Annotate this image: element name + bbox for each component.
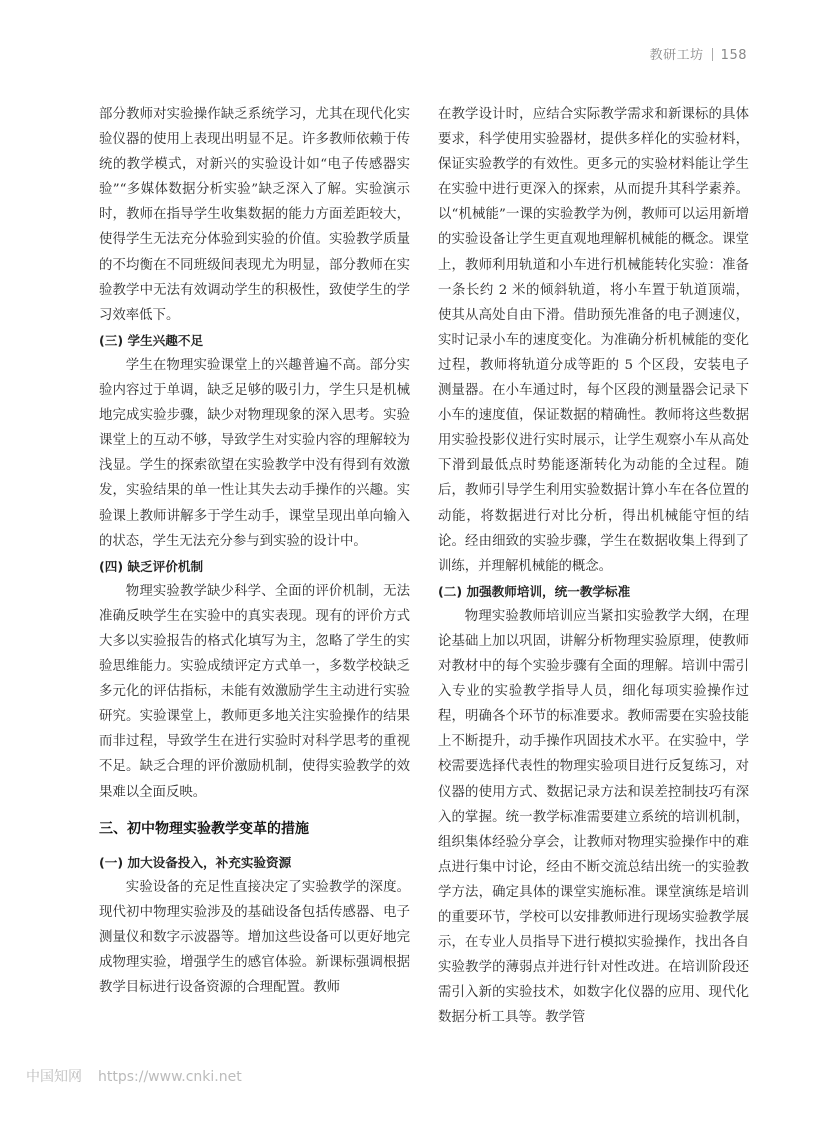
running-header xyxy=(650,44,747,63)
paragraph: 实验设备的充足性直接决定了实验教学的深度。现代初中物理实验涉及的基础设备包括传感器、电子测量仪和数字示波器等。增加这些设备可以更好地完成物理实验，增强学生的感官体验。新课标强调根据教学目标进行设备资源的合理配置。教师 xyxy=(99,879,410,996)
subheading: (二) 加强教师培训，统一教学标准 xyxy=(438,583,631,599)
journal-section: 教研工坊 xyxy=(649,48,704,63)
watermark xyxy=(26,1066,242,1086)
paragraph: 物理实验教学缺少科学、全面的评价机制，无法准确反映学生在实验中的真实表现。现有的评价方式大多以实验报告的格式化填写为主，忽略了学生的实验思维能力。实验成绩评定方式单一，多数学校缺乏多元化的评估指标，未能有效激励学生主动进行实验研究。实验课堂上，教师更多地关注实验操作的结果而非过程，导致学生在进行实验时对科学思考的重视不足。缺乏合理的评价激励机制，使得实验教学的效果难以全面反映。 xyxy=(99,583,410,800)
paragraph: 学生在物理实验课堂上的兴趣普遍不高。部分实验内容过于单调，缺乏足够的吸引力，学生只是机械地完成实验步骤，缺少对物理现象的深入思考。实验课堂上的互动不够，导致学生对实验内容的理解较为浅显。学生的探索欲望在实验教学中没有得到有效激发，实验结果的单一性让其失去动手操作的兴趣。实验课上教师讲解多于学生动手，课堂呈现出单向输入的状态，学生无法充分参与到实验的设计中。 xyxy=(99,357,410,549)
left-column xyxy=(99,102,410,1000)
watermark-brand: 中国知网 xyxy=(26,1069,82,1085)
paragraph: 物理实验教师培训应当紧扣实验教学大纲，在理论基础上加以巩固，讲解分析物理实验原理，使教师对教材中的每个实验步骤有全面的理解。培训中需引入专业的实验教学指导人员，细化每项实验操作过程，明确各个环节的标准要求。教师需要在实验技能上不断提升，动手操作巩固技术水平。在实验中，学校需要选择代表性的物理实验项目进行反复练习，对仪器的使用方式、数据记录方法和误差控制技巧有深入的掌握。统一教学标准需要建立系统的培训机制，组织集体经验分享会，让教师对物理实验操作中的难点进行集中讨论，经由不断交流总结出统一的实验教学方法，确定具体的课堂实施标准。课堂演练是培训的重要环节，学校可以安排教师进行现场实验教学展示，在专业人员指导下进行模拟实验操作，找出各自实验教学的薄弱点并进行针对性改进。在培训阶段还需引入新的实验技术，如数字化仪器的应用、现代化数据分析工具等。教学管 xyxy=(438,608,749,1026)
watermark-url: https://www.cnki.net xyxy=(98,1069,242,1085)
paragraph: 部分教师对实验操作缺乏系统学习，尤其在现代化实验仪器的使用上表现出明显不足。许多教师依赖于传统的教学模式，对新兴的实验设计如“电子传感器实验”“多媒体数据分析实验”缺乏深入了解。实验演示时，教师在指导学生收集数据的能力方面差距较大，使得学生无法充分体验到实验的价值。实验教学质量的不均衡在不同班级间表现尤为明显，部分教师在实验教学中无法有效调动学生的积极性，致使学生的学习效率低下。 xyxy=(99,107,410,323)
subheading: (三) 学生兴趣不足 xyxy=(99,332,204,348)
subheading: (一) 加大设备投入，补充实验资源 xyxy=(99,854,292,870)
paragraph: 在教学设计时，应结合实际教学需求和新课标的具体要求，科学使用实验器材，提供多样化的实验材料，保证实验教学的有效性。更多元的实验材料能让学生在实验中进行更深入的探索，从而提升其科学素养。以“机械能”一课的实验教学为例，教师可以运用新增的实验设备让学生更直观地理解机械能的概念。课堂上，教师利用轨道和小车进行机械能转化实验：准备一条长约 2 米的倾斜轨道，将小车置于轨道顶端，使其从高处自由下滑。借助预先准备的电子测速仪，实时记录小车的速度变化。为准确分析机械能的变化过程，教师将轨道分成等距的 5 个区段，安装电子测量器。在小车通过时，每个区段的测量器会记录下小车的速度值，保证数据的精确性。教师将这些数据用实验投影仪进行实时展示，让学生观察小车从高处下滑到最低点时势能逐渐转化为动能的全过程。随后，教师引导学生利用实验数据计算小车在各位置的动能，将数据进行对比分析，得出机械能守恒的结论。经由细致的实验步骤，学生在数据收集上得到了训练，并理解机械能的概念。 xyxy=(438,107,749,574)
header-divider xyxy=(712,48,713,61)
right-column xyxy=(438,102,749,1030)
subheading: (四) 缺乏评价机制 xyxy=(99,558,204,574)
section-heading: 三、初中物理实验教学变革的措施 xyxy=(99,820,309,837)
page-number: 158 xyxy=(720,48,747,63)
